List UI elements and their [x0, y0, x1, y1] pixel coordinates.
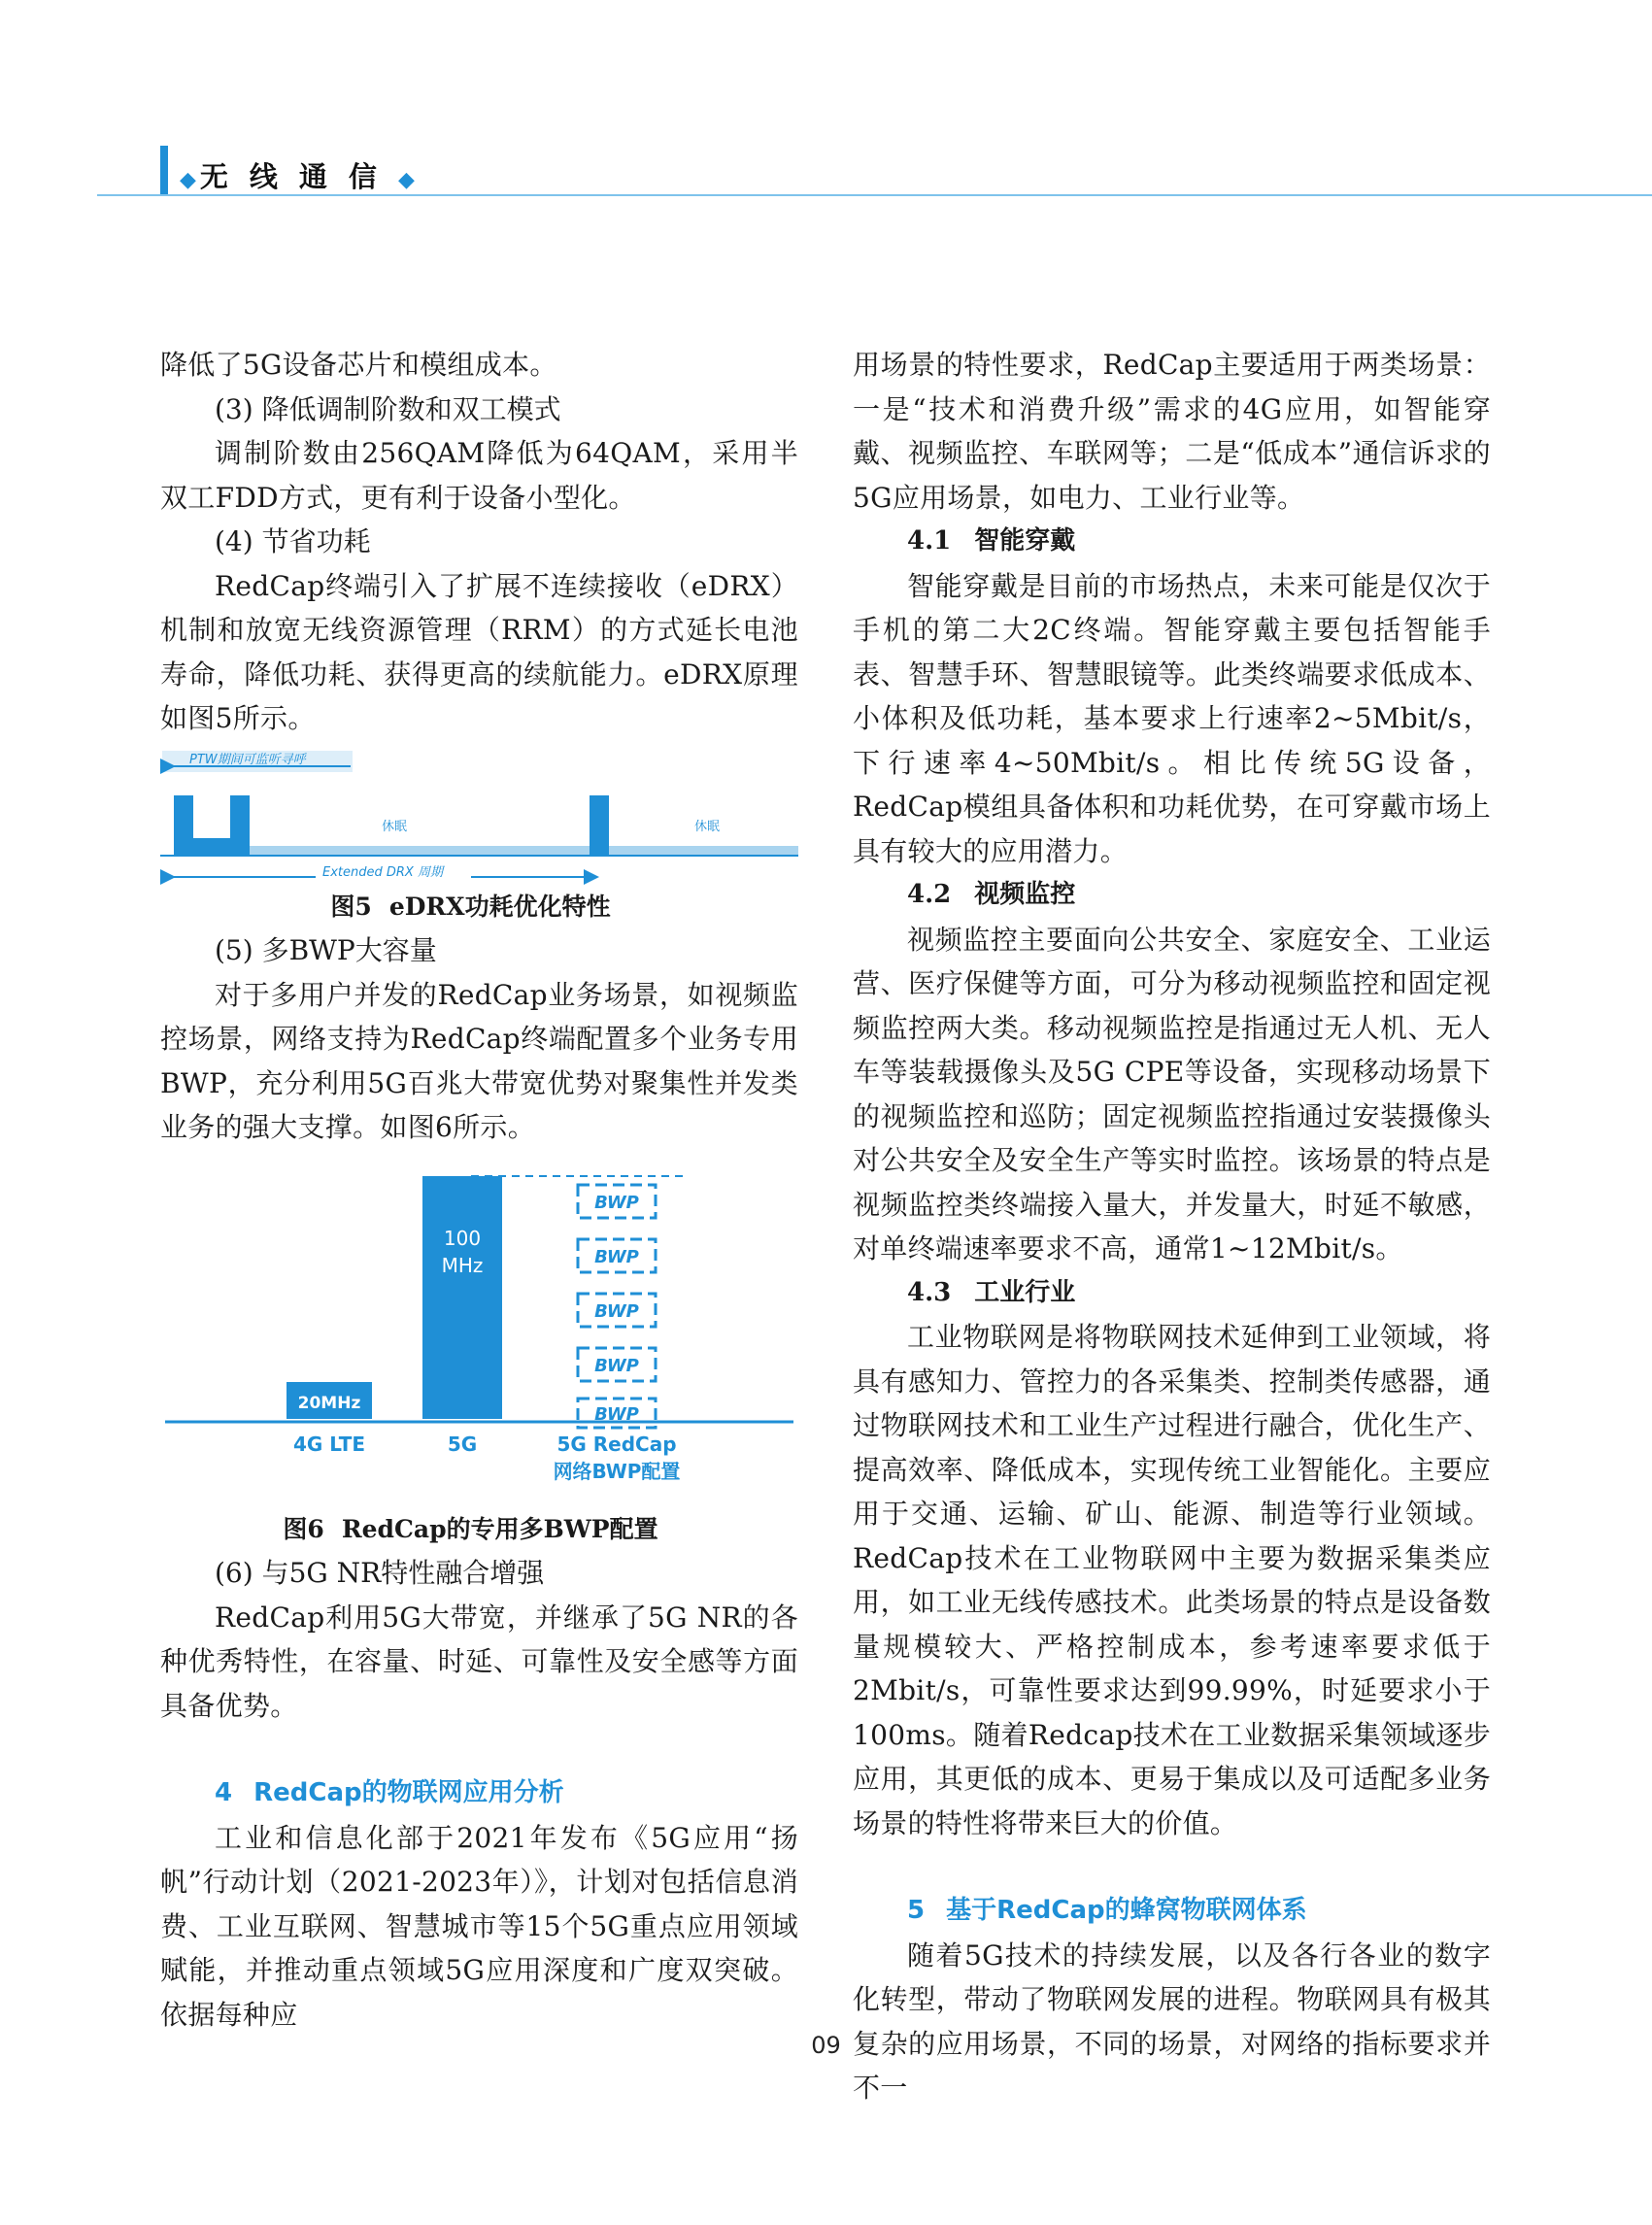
sleep-label: 休眠	[382, 819, 408, 834]
bwp-label: BWP	[594, 1300, 639, 1322]
paragraph: RedCap终端引入了扩展不连续接收（eDRX）机制和放宽无线资源管理（RRM）的方式延长电池寿命，降低功耗、获得更高的续航能力。eDRX原理如图5所示。	[160, 569, 798, 734]
paragraph: 降低了5G设备芯片和模组成本。	[160, 349, 557, 381]
list-heading: (4) 节省功耗	[215, 525, 371, 557]
journal-section-name: 无线通信	[199, 160, 398, 193]
section-heading	[853, 1889, 1491, 1934]
caption-text: eDRX功耗优化特性	[388, 892, 611, 921]
paragraph: 工业和信息化部于2021年发布《5G应用“扬帆”行动计划（2021-2023年）》，计划对包括信息消费、工业互联网、智慧城市等15个5G重点应用领域赋能，并推动重点领域5G应用深度和广度双突破。依据每种应	[160, 1821, 798, 2031]
paragraph: RedCap利用5G大带宽，并继承了5G NR的各种优秀特性，在容量、时延、可靠性及安全感等方面具备优势。	[160, 1601, 798, 1722]
left-column	[160, 343, 798, 2037]
bwp-label: BWP	[594, 1246, 639, 1267]
section-number: 4	[215, 1778, 233, 1807]
caption-number: 图5	[330, 892, 372, 921]
right-column	[853, 343, 1491, 2110]
sleep-band	[609, 846, 798, 856]
bwp-diagram	[160, 1167, 798, 1507]
wake-pulse	[193, 838, 230, 856]
section-title-text: 基于RedCap的蜂窝物联网体系	[946, 1896, 1307, 1925]
nr-bar-label: MHz	[441, 1253, 484, 1277]
spacer	[853, 1845, 1491, 1889]
list-heading: (5) 多BWP大容量	[215, 934, 437, 966]
nr-bar	[422, 1176, 502, 1419]
section-title	[180, 155, 419, 195]
figure-6	[160, 1167, 798, 1507]
bwp-label: BWP	[594, 1355, 639, 1376]
subsection-number: 4.1	[907, 526, 952, 556]
paragraph: 调制阶数由256QAM降低为64QAM，采用半双工FDD方式，更有利于设备小型化。	[160, 437, 798, 514]
subsection-heading	[853, 1271, 1491, 1316]
subsection-title: 智能穿戴	[974, 526, 1076, 556]
page-number: 09	[811, 2032, 841, 2059]
list-heading: (3) 降低调制阶数和双工模式	[215, 392, 561, 425]
subsection-heading	[853, 520, 1491, 564]
caption-text: RedCap的专用多BWP配置	[341, 1514, 658, 1543]
lte-bar-label: 20MHz	[297, 1393, 361, 1413]
ptw-label: PTW期间可监听寻呼	[189, 752, 306, 767]
paragraph: 用场景的特性要求，RedCap主要适用于两类场景：一是“技术和消费升级”需求的4G应用，如智能穿戴、视频监控、车联网等；二是“低成本”通信诉求的5G应用场景，如电力、工业行业等。	[853, 349, 1491, 514]
subsection-number: 4.2	[907, 880, 952, 909]
bwp-label: BWP	[594, 1403, 639, 1425]
running-header	[160, 146, 1652, 199]
diamond-icon: ◆	[397, 168, 419, 192]
paragraph: 视频监控主要面向公共安全、家庭安全、工业运营、医疗保健等方面，可分为移动视频监控和固定视频监控两大类。移动视频监控是指通过无人机、无人车等装载摄像头及5G CPE等设备，实现移动场景下的视频监控和巡防；固定视频监控指通过安装摄像头对公共安全及安全生产等实时监控。该场景的特点是视频监控类终端接入量大，并发量大，时延不敏感，对单终端速率要求不高，通常1~12Mbit/s。	[853, 923, 1491, 1264]
diamond-icon: ◆	[180, 168, 200, 192]
paragraph: 智能穿戴是目前的市场热点，未来可能是仅次于手机的第二大2C终端。智能穿戴主要包括智能手表、智慧手环、智慧眼镜等。此类终端要求低成本、小体积及低功耗，基本要求上行速率2~5Mbit/s，下行速率4~50Mbit/s。相比传统5G设备，RedCap模组具备体积和功耗优势，在可穿戴市场上具有较大的应用潜力。	[853, 569, 1491, 867]
figure-5	[160, 749, 798, 885]
paragraph: 对于多用户并发的RedCap业务场景，如视频监控场景，网络支持为RedCap终端配置多个业务专用BWP，充分利用5G百兆大带宽优势对聚集性并发类业务的强大支撑。如图6所示。	[160, 978, 798, 1143]
wake-pulse	[590, 795, 609, 856]
header-accent-bar	[160, 146, 168, 196]
figure-caption	[160, 1507, 798, 1552]
category-label: 5G	[447, 1432, 478, 1456]
section-number: 5	[907, 1896, 926, 1925]
header-rule	[97, 194, 1652, 196]
subsection-title: 视频监控	[974, 880, 1076, 909]
paragraph: 工业物联网是将物联网技术延伸到工业领域，将具有感知力、管控力的各采集类、控制类传感器，通过物联网技术和工业生产过程进行融合，优化生产、提高效率、降低成本，实现传统工业智能化。主要应用于交通、运输、矿山、能源、制造等行业领域。RedCap技术在工业物联网中主要为数据采集类应用，如工业无线传感技术。此类场景的特点是设备数量规模较大、严格控制成本，参考速率要求低于2Mbit/s，可靠性要求达到99.99%，时延要求小于100ms。随着Redcap技术在工业数据采集领域逐步应用，其更低的成本、更易于集成以及可适配多业务场景的特性将带来巨大的价值。	[853, 1321, 1491, 1839]
section-heading	[160, 1771, 798, 1816]
wake-pulse	[230, 795, 250, 856]
section-title-text: RedCap的物联网应用分析	[253, 1778, 564, 1807]
subsection-title: 工业行业	[974, 1277, 1076, 1307]
cycle-label: Extended DRX 周期	[322, 864, 443, 880]
subsection-heading	[853, 873, 1491, 918]
category-label: 4G LTE	[292, 1432, 366, 1456]
paragraph: 随着5G技术的持续发展，以及各行各业的数字化转型，带动了物联网发展的进程。物联网具有极其复杂的应用场景，不同的场景，对网络的指标要求并不一	[853, 1938, 1491, 2104]
edrx-diagram	[160, 749, 798, 885]
subsection-number: 4.3	[907, 1277, 952, 1307]
wake-pulse	[174, 795, 193, 856]
sleep-label: 休眠	[694, 819, 721, 834]
bwp-stack	[578, 1185, 656, 1428]
list-heading: (6) 与5G NR特性融合增强	[215, 1557, 545, 1589]
category-label: 网络BWP配置	[553, 1459, 681, 1483]
figure-caption	[160, 885, 798, 929]
category-label: 5G RedCap	[556, 1432, 677, 1456]
nr-bar-label: 100	[443, 1226, 482, 1250]
spacer	[160, 1728, 798, 1771]
bwp-label: BWP	[594, 1192, 639, 1213]
caption-number: 图6	[283, 1514, 324, 1543]
